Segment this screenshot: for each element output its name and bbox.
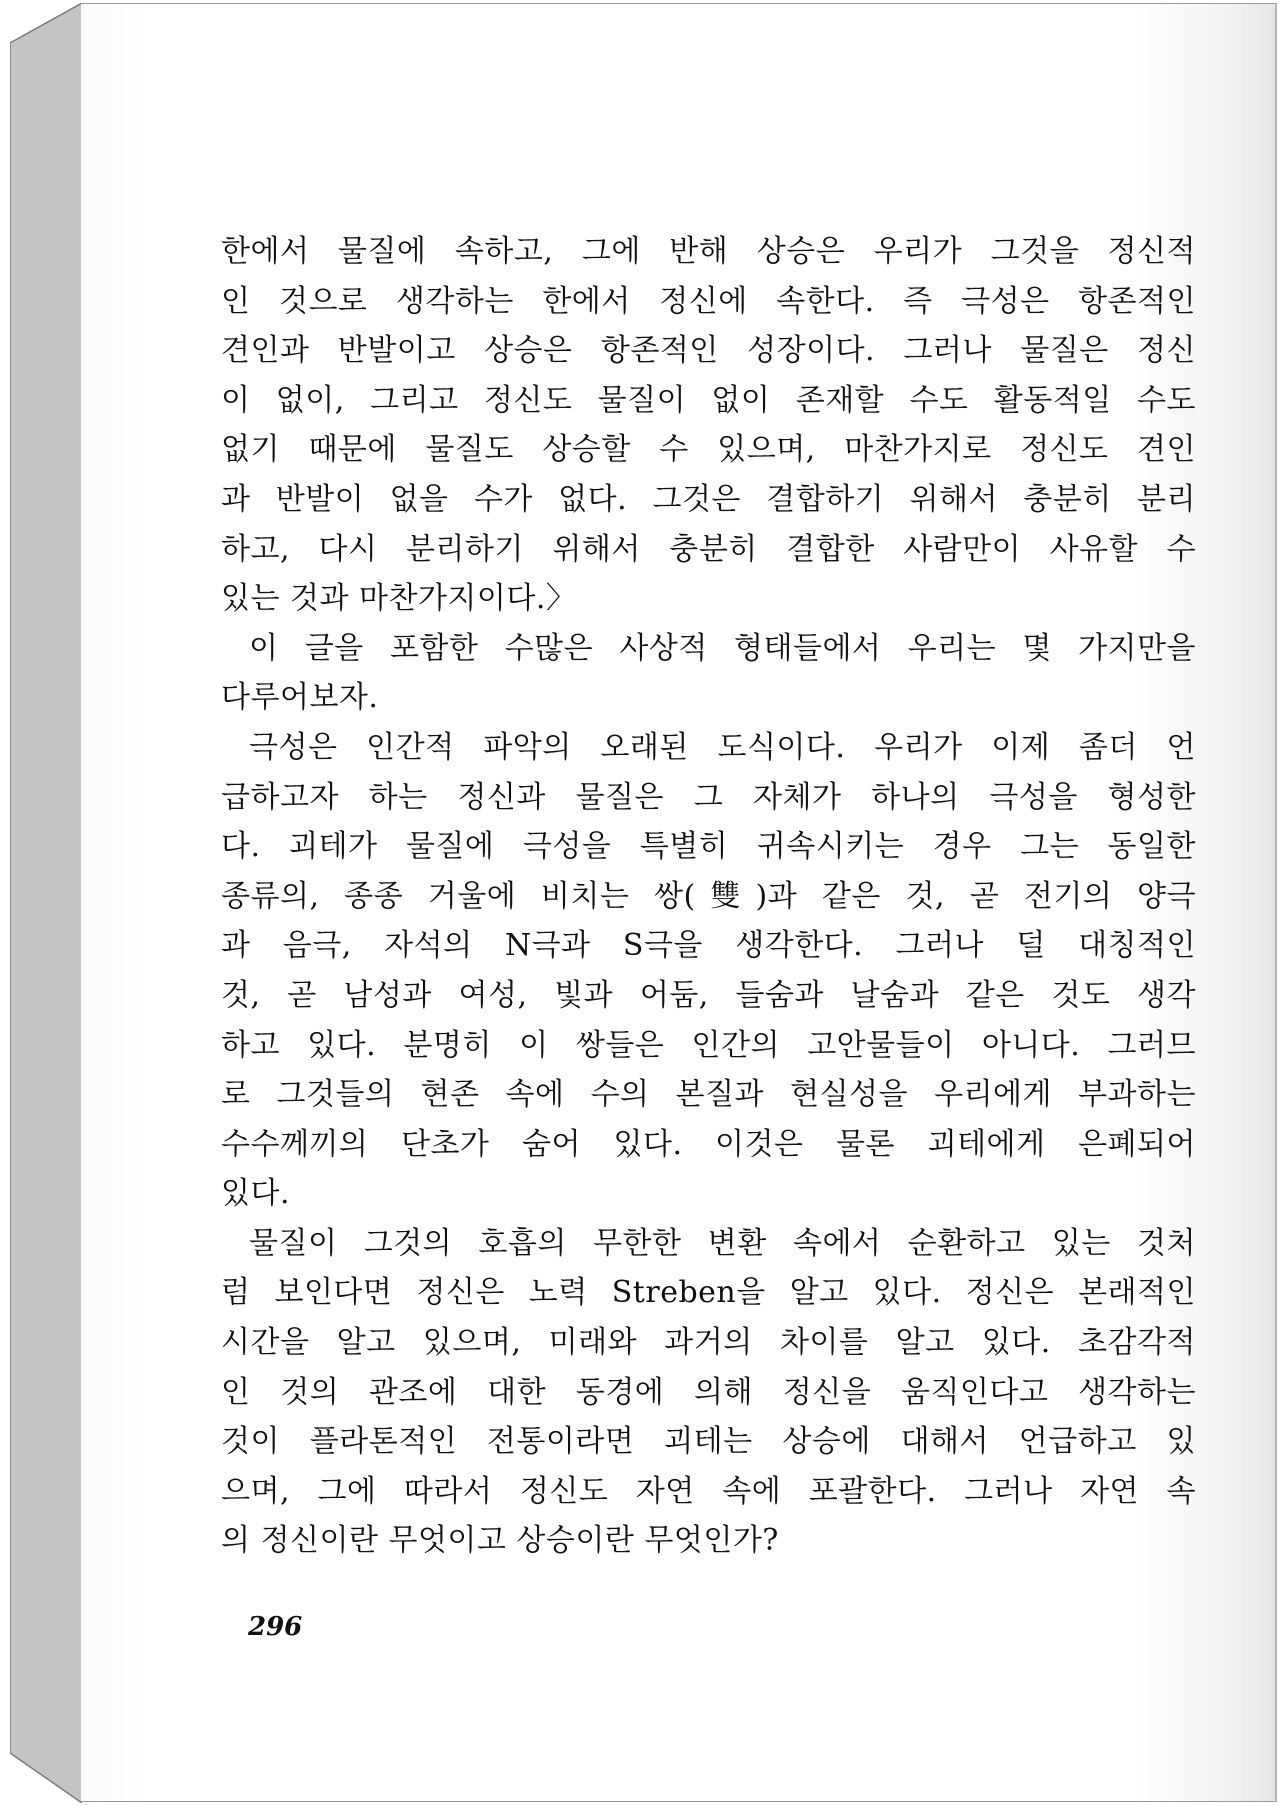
- text-line: 과 음극, 자석의 N극과 S극을 생각한다. 그러나 덜 대칭적인: [221, 928, 1196, 964]
- text-line: 견인과 반발이고 상승은 항존적인 성장이다. 그러나 물질은 정신: [221, 333, 1196, 369]
- text-line: 하고 있다. 분명히 이 쌍들은 인간의 고안물들이 아니다. 그러므: [221, 1027, 1196, 1063]
- text-line: 한에서 물질에 속하고, 그에 반해 상승은 우리가 그것을 정신적: [221, 234, 1196, 269]
- text-line: 극성은 인간적 파악의 오래된 도식이다. 우리가 이제 좀더 언: [249, 729, 1196, 765]
- text-line: 없기 때문에 물질도 상승할 수 있으며, 마찬가지로 정신도 견인: [221, 432, 1196, 468]
- text-line: 의 정신이란 무엇이고 상승이란 무엇인가?: [221, 1523, 779, 1559]
- text-line: 것, 곧 남성과 여성, 빛과 어둠, 들숨과 날숨과 같은 것도 생각: [221, 977, 1196, 1013]
- text-line: 다루어보자.: [221, 680, 379, 716]
- body-text: [221, 227, 1196, 1566]
- text-line: 있다.: [221, 1176, 290, 1212]
- text-line: 수수께끼의 단초가 숨어 있다. 이것은 물론 괴테에게 은폐되어: [221, 1126, 1196, 1162]
- text-line: 인 것의 관조에 대한 동경에 의해 정신을 움직인다고 생각하는: [221, 1374, 1196, 1410]
- text-line: 으며, 그에 따라서 정신도 자연 속에 포괄한다. 그러나 자연 속: [221, 1473, 1196, 1509]
- page-number: 296: [248, 1612, 303, 1642]
- text-line: 것이 플라톤적인 전통이라면 괴테는 상승에 대해서 언급하고 있: [221, 1424, 1196, 1460]
- text-line: 인 것으로 생각하는 한에서 정신에 속한다. 즉 극성은 항존적인: [221, 283, 1196, 319]
- book-spine: [10, 3, 82, 1803]
- text-line: 하고, 다시 분리하기 위해서 충분히 결합한 사람만이 사유할 수: [221, 531, 1196, 567]
- text-line: 종류의, 종종 거울에 비치는 쌍(雙)과 같은 것, 곧 전기의 양극: [221, 878, 1196, 914]
- text-line: 있는 것과 마찬가지이다.〉: [221, 581, 577, 617]
- text-line: 물질이 그것의 호흡의 무한한 변환 속에서 순환하고 있는 것처: [249, 1225, 1196, 1261]
- text-line: 이 없이, 그리고 정신도 물질이 없이 존재할 수도 활동적일 수도: [221, 382, 1196, 418]
- text-line: 로 그것들의 현존 속에 수의 본질과 현실성을 우리에게 부과하는: [221, 1077, 1196, 1113]
- text-line: 럼 보인다면 정신은 노력 Streben을 알고 있다. 정신은 본래적인: [221, 1275, 1196, 1311]
- text-line: 과 반발이 없을 수가 없다. 그것은 결합하기 위해서 충분히 분리: [221, 481, 1196, 517]
- book-page: [81, 3, 1277, 1802]
- text-line: 다. 괴테가 물질에 극성을 특별히 귀속시키는 경우 그는 동일한: [221, 829, 1196, 865]
- text-line: 시간을 알고 있으며, 미래와 과거의 차이를 알고 있다. 초감각적: [221, 1325, 1196, 1361]
- text-line: 급하고자 하는 정신과 물질은 그 자체가 하나의 극성을 형성한: [221, 779, 1196, 815]
- text-line: 이 글을 포함한 수많은 사상적 형태들에서 우리는 몇 가지만을: [249, 630, 1196, 666]
